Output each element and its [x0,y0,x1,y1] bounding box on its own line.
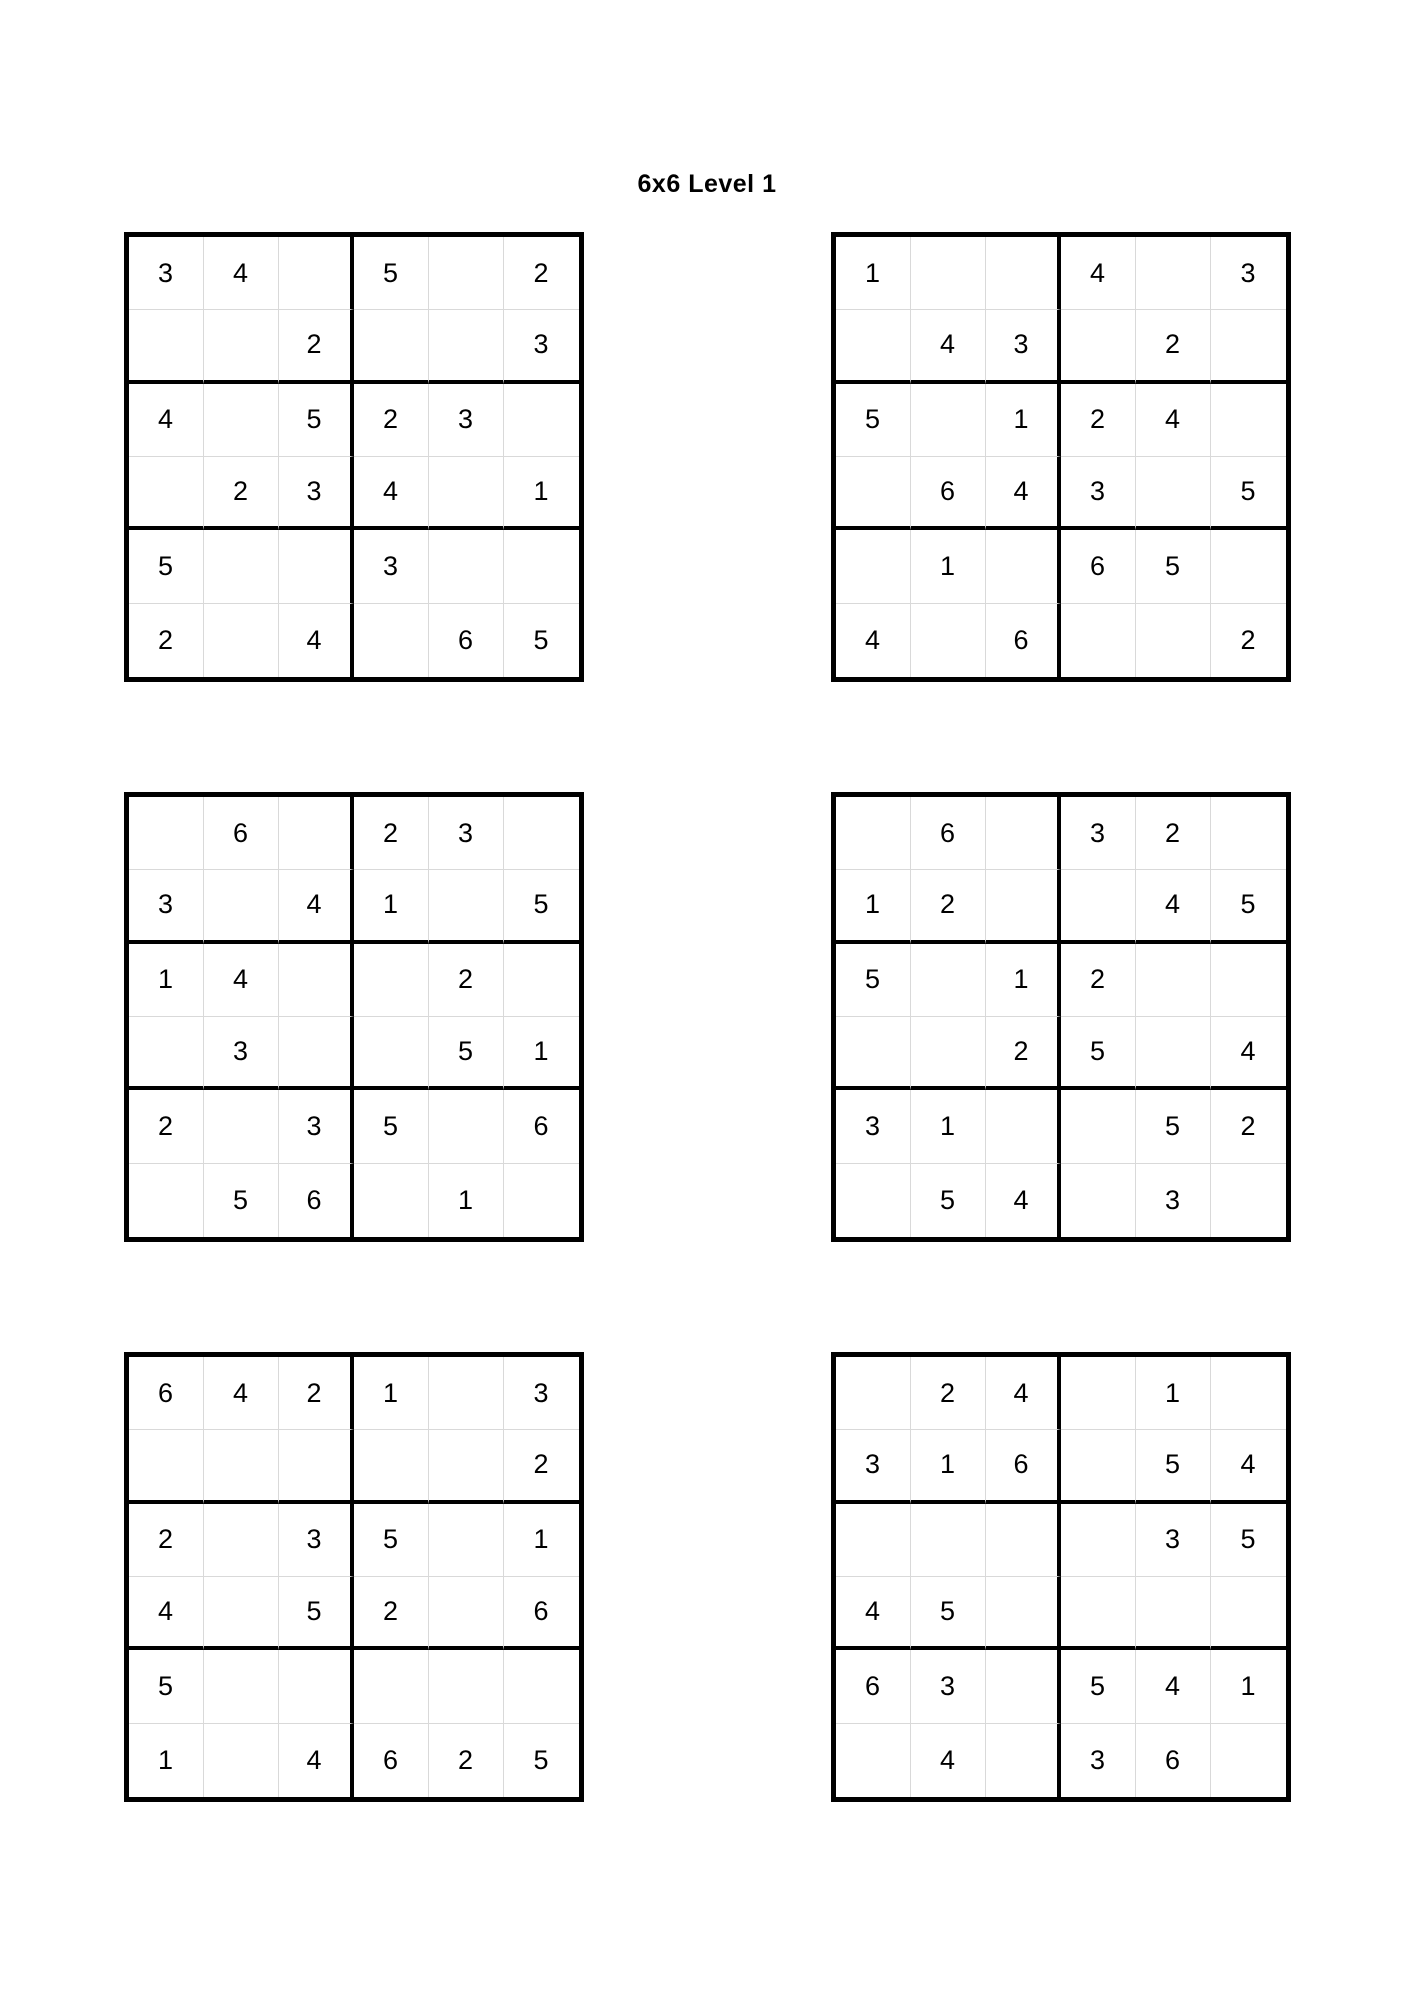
sudoku-cell[interactable]: 6 [204,797,279,870]
sudoku-cell[interactable]: 5 [129,530,204,603]
sudoku-cell[interactable] [1211,384,1286,457]
sudoku-cell[interactable]: 2 [279,310,354,383]
sudoku-cell[interactable]: 1 [129,944,204,1017]
sudoku-cell[interactable] [204,310,279,383]
sudoku-cell[interactable] [986,1577,1061,1650]
sudoku-cell[interactable] [911,237,986,310]
sudoku-cell[interactable]: 3 [279,457,354,530]
sudoku-cell[interactable]: 4 [836,604,911,677]
sudoku-cell[interactable]: 5 [1211,870,1286,943]
sudoku-cell[interactable] [204,1724,279,1797]
sudoku-cell[interactable] [204,530,279,603]
sudoku-cell[interactable]: 2 [1136,310,1211,383]
sudoku-cell[interactable] [429,1430,504,1503]
sudoku-cell[interactable]: 2 [986,1017,1061,1090]
sudoku-cell[interactable]: 5 [504,870,579,943]
sudoku-cell[interactable]: 2 [1061,384,1136,457]
sudoku-cell[interactable]: 3 [354,530,429,603]
sudoku-cell[interactable] [986,1650,1061,1723]
sudoku-cell[interactable] [429,457,504,530]
puzzle-row-3 [0,1352,1414,1802]
sudoku-cell[interactable]: 5 [836,384,911,457]
puzzle-slot-3 [0,792,707,1242]
sudoku-cell[interactable]: 5 [911,1164,986,1237]
sudoku-cell[interactable] [129,1430,204,1503]
puzzle-slot-2 [707,232,1414,682]
sudoku-cell[interactable]: 5 [533,1744,549,1775]
sudoku-cell[interactable]: 3 [836,1430,911,1503]
sudoku-cell[interactable]: 6 [504,1577,579,1650]
sudoku-cell[interactable] [429,1504,504,1577]
sudoku-cell[interactable]: 2 [354,1577,429,1650]
sudoku-cell[interactable]: 1 [504,1504,579,1577]
sudoku-cell[interactable] [986,1504,1061,1577]
sudoku-cell[interactable]: 3 [129,870,204,943]
page-title: 6x6 Level 1 [637,170,777,198]
sudoku-cell[interactable]: 4 [279,1724,354,1797]
sudoku-cell[interactable]: 1 [911,530,986,603]
puzzle-grid-area [0,232,1414,1912]
sudoku-cell[interactable]: 3 [1061,797,1136,870]
sudoku-cell[interactable]: 5 [1211,457,1286,530]
sudoku-cell[interactable]: 4 [1061,237,1136,310]
sudoku-cell[interactable] [354,1650,429,1723]
sudoku-cell[interactable] [429,1357,504,1430]
sudoku-cell[interactable]: 2 [504,237,579,310]
sudoku-cell[interactable]: 3 [204,1017,279,1090]
sudoku-cell[interactable] [1211,310,1286,383]
sudoku-cell[interactable]: 1 [1211,1650,1286,1723]
sudoku-cell[interactable] [279,797,354,870]
sudoku-cell[interactable]: 1 [429,1164,504,1237]
sudoku-cell[interactable]: 1 [986,384,1061,457]
puzzle-slot-1 [0,232,707,682]
sudoku-cell[interactable]: 6 [1061,530,1136,603]
sudoku-cell[interactable]: 1 [354,1357,429,1430]
sudoku-cell[interactable]: 3 [129,237,204,310]
sudoku-cell[interactable]: 4 [911,1724,986,1797]
sudoku-cell[interactable]: 2 [279,1357,354,1430]
sudoku-grid-4 [831,792,1291,1242]
sudoku-cell[interactable] [1211,1164,1286,1237]
sudoku-cell[interactable]: 4 [354,457,429,530]
sudoku-cell[interactable] [429,1650,504,1723]
sudoku-cell[interactable]: 6 [911,457,986,530]
sudoku-cell[interactable] [1136,604,1211,677]
sudoku-cell[interactable]: 5 [354,1504,429,1577]
sudoku-grid-5 [124,1352,584,1802]
sudoku-cell[interactable] [129,1164,204,1237]
sudoku-cell[interactable] [1211,1357,1286,1430]
sudoku-cell[interactable]: 2 [504,1430,579,1503]
sudoku-cell[interactable]: 4 [279,870,354,943]
sudoku-cell[interactable]: 2 [354,797,429,870]
sudoku-cell[interactable] [986,237,1061,310]
sudoku-cell[interactable]: 5 [279,1577,354,1650]
sudoku-cell[interactable] [429,530,504,603]
sudoku-cell[interactable] [429,870,504,943]
puzzle-slot-5 [0,1352,707,1802]
sudoku-cell[interactable]: 4 [1211,1017,1286,1090]
sudoku-cell[interactable]: 1 [836,237,911,310]
sudoku-cell[interactable]: 5 [1136,530,1211,603]
sudoku-cell[interactable] [504,944,579,1017]
sudoku-cell[interactable] [836,1724,911,1797]
sudoku-cell[interactable]: 1 [911,1090,986,1163]
sudoku-cell[interactable]: 2 [129,1504,204,1577]
sudoku-cell[interactable] [429,1577,504,1650]
sudoku-cell[interactable]: 3 [911,1650,986,1723]
sudoku-cell[interactable] [911,944,986,1017]
sudoku-cell[interactable]: 1 [836,870,911,943]
sudoku-cell[interactable] [1061,1164,1136,1237]
sudoku-cell[interactable] [204,1430,279,1503]
sudoku-cell[interactable] [354,944,429,1017]
sudoku-cell[interactable]: 6 [129,1357,204,1430]
sudoku-cell[interactable]: 5 [533,624,549,655]
sudoku-cell[interactable]: 3 [429,797,504,870]
sudoku-cell[interactable]: 1 [129,1724,204,1797]
sudoku-cell[interactable] [129,1017,204,1090]
puzzle-slot-6 [707,1352,1414,1802]
sudoku-cell[interactable]: 4 [279,604,354,677]
sudoku-grid-6 [831,1352,1291,1802]
sudoku-cell[interactable]: 2 [429,944,504,1017]
sudoku-cell[interactable] [1061,1430,1136,1503]
sudoku-cell[interactable]: 5 [1136,1090,1211,1163]
sudoku-cell[interactable] [986,797,1061,870]
sudoku-cell[interactable]: 1 [504,457,579,530]
sudoku-cell[interactable]: 4 [204,237,279,310]
sudoku-cell[interactable] [504,1164,579,1237]
sudoku-cell[interactable] [1061,870,1136,943]
sudoku-cell[interactable]: 2 [354,384,429,457]
sudoku-cell[interactable] [1136,1017,1211,1090]
sudoku-cell[interactable] [911,604,986,677]
sudoku-cell[interactable] [354,1164,429,1237]
sudoku-cell[interactable] [354,604,429,677]
puzzle-row-1 [0,232,1414,682]
sudoku-cell[interactable]: 3 [429,384,504,457]
sudoku-cell[interactable]: 5 [911,1577,986,1650]
sudoku-cell[interactable] [504,530,579,603]
sudoku-cell[interactable]: 5 [1211,1504,1286,1577]
sudoku-cell[interactable] [1211,1577,1286,1650]
sudoku-cell[interactable]: 3 [836,1090,911,1163]
sudoku-cell[interactable] [504,1650,579,1723]
sudoku-cell[interactable] [1136,237,1211,310]
sudoku-cell[interactable] [1136,1577,1211,1650]
sudoku-grid-1 [124,232,584,682]
sudoku-cell[interactable] [204,870,279,943]
sudoku-cell[interactable]: 3 [504,1357,579,1430]
sudoku-cell[interactable] [836,310,911,383]
sudoku-cell[interactable] [1211,530,1286,603]
sudoku-cell[interactable] [279,530,354,603]
sudoku-grid-2 [831,232,1291,682]
sudoku-cell[interactable] [204,604,279,677]
sudoku-cell[interactable]: 4 [1136,384,1211,457]
sudoku-cell[interactable] [836,1504,911,1577]
sudoku-cell[interactable]: 3 [1136,1164,1211,1237]
sudoku-cell[interactable]: 5 [1061,1650,1136,1723]
sudoku-cell[interactable]: 5 [354,1090,429,1163]
sudoku-cell[interactable]: 3 [1061,1724,1136,1797]
sudoku-cell[interactable] [429,1090,504,1163]
sudoku-cell[interactable] [1061,604,1136,677]
sudoku-cell[interactable]: 4 [1211,1430,1286,1503]
sudoku-cell[interactable] [354,1017,429,1090]
sudoku-cell[interactable]: 6 [504,1090,579,1163]
sudoku-cell[interactable]: 3 [279,1504,354,1577]
sudoku-cell[interactable]: 2 [1136,797,1211,870]
sudoku-cell[interactable]: 3 [504,310,579,383]
sudoku-cell[interactable] [279,237,354,310]
sudoku-cell[interactable]: 2 [1211,1090,1286,1163]
sudoku-cell[interactable]: 5 [836,944,911,1017]
sudoku-cell[interactable] [129,310,204,383]
sudoku-cell[interactable] [836,1357,911,1430]
sudoku-cell[interactable] [1061,310,1136,383]
sudoku-cell[interactable]: 4 [836,1577,911,1650]
sudoku-cell[interactable]: 5 [1136,1430,1211,1503]
sudoku-cell[interactable]: 4 [911,310,986,383]
sudoku-cell[interactable] [129,457,204,530]
puzzle-slot-4 [707,792,1414,1242]
sudoku-cell[interactable]: 4 [204,944,279,1017]
sudoku-cell[interactable]: 5 [129,1650,204,1723]
sudoku-cell[interactable] [504,797,579,870]
sudoku-cell[interactable] [429,237,504,310]
sudoku-cell[interactable]: 3 [1061,457,1136,530]
sudoku-cell[interactable] [204,384,279,457]
sudoku-cell[interactable]: 5 [429,1017,504,1090]
sudoku-cell[interactable] [354,310,429,383]
sudoku-cell[interactable] [354,1430,429,1503]
sudoku-cell[interactable] [279,1650,354,1723]
sudoku-cell[interactable]: 6 [986,604,1061,677]
sudoku-cell[interactable] [986,1090,1061,1163]
sudoku-cell[interactable]: 2 [911,870,986,943]
sudoku-cell[interactable]: 3 [279,1090,354,1163]
sudoku-cell[interactable] [129,797,204,870]
sudoku-cell[interactable] [911,1017,986,1090]
sudoku-cell[interactable] [204,1090,279,1163]
sudoku-cell[interactable]: 4 [204,1357,279,1430]
sudoku-cell[interactable] [986,1724,1061,1797]
sudoku-cell[interactable] [204,1504,279,1577]
sudoku-cell[interactable] [1061,1357,1136,1430]
sudoku-cell[interactable]: 4 [986,1357,1061,1430]
sudoku-cell[interactable] [836,1164,911,1237]
sudoku-cell[interactable]: 2 [129,604,204,677]
sudoku-cell[interactable]: 2 [1061,944,1136,1017]
sudoku-cell[interactable]: 2 [911,1357,986,1430]
sudoku-grid-3 [124,792,584,1242]
sudoku-cell[interactable] [279,1017,354,1090]
sudoku-cell[interactable] [1211,1724,1286,1797]
sudoku-cell[interactable]: 2 [1240,624,1256,655]
puzzle-row-2 [0,792,1414,1242]
sudoku-cell[interactable] [836,1017,911,1090]
sudoku-cell[interactable] [1211,944,1286,1017]
sudoku-cell[interactable]: 4 [986,1164,1061,1237]
sudoku-cell[interactable] [429,310,504,383]
sudoku-cell[interactable]: 5 [204,1164,279,1237]
sudoku-cell[interactable] [279,944,354,1017]
sudoku-cell[interactable]: 1 [911,1430,986,1503]
sudoku-cell[interactable] [504,384,579,457]
sudoku-cell[interactable]: 1 [986,944,1061,1017]
sudoku-cell[interactable] [836,457,911,530]
sudoku-cell[interactable]: 2 [204,457,279,530]
sudoku-cell[interactable] [1136,944,1211,1017]
sudoku-cell[interactable]: 3 [986,310,1061,383]
sudoku-cell[interactable] [204,1650,279,1723]
sudoku-cell[interactable] [911,1504,986,1577]
sudoku-cell[interactable] [1211,797,1286,870]
sudoku-cell[interactable] [986,870,1061,943]
sudoku-cell[interactable]: 6 [836,1650,911,1723]
sudoku-cell[interactable] [279,1430,354,1503]
sudoku-cell[interactable] [1061,1577,1136,1650]
sudoku-cell[interactable] [204,1577,279,1650]
sudoku-cell[interactable]: 1 [354,870,429,943]
sudoku-cell[interactable] [836,797,911,870]
sudoku-cell[interactable]: 5 [354,237,429,310]
sudoku-cell[interactable]: 5 [279,384,354,457]
sudoku-cell[interactable]: 2 [429,1724,504,1797]
sudoku-cell[interactable]: 6 [986,1430,1061,1503]
sudoku-cell[interactable]: 5 [1061,1017,1136,1090]
sudoku-cell[interactable] [1061,1504,1136,1577]
sudoku-cell[interactable]: 6 [911,797,986,870]
sudoku-cell[interactable]: 6 [279,1164,354,1237]
sudoku-cell[interactable]: 4 [1136,1650,1211,1723]
sudoku-cell[interactable]: 6 [1136,1724,1211,1797]
sudoku-cell[interactable] [1061,1090,1136,1163]
sudoku-cell[interactable] [836,530,911,603]
sudoku-cell[interactable] [1136,457,1211,530]
sudoku-cell[interactable]: 4 [1136,870,1211,943]
sudoku-cell[interactable]: 3 [1136,1504,1211,1577]
sudoku-cell[interactable] [986,530,1061,603]
sudoku-cell[interactable]: 3 [1211,237,1286,310]
sudoku-cell[interactable]: 6 [354,1724,429,1797]
sudoku-cell[interactable]: 2 [129,1090,204,1163]
sudoku-cell[interactable]: 4 [129,384,204,457]
sudoku-cell[interactable]: 4 [129,1577,204,1650]
sudoku-cell[interactable]: 4 [986,457,1061,530]
sudoku-cell[interactable]: 1 [504,1017,579,1090]
sudoku-cell[interactable] [911,384,986,457]
sudoku-cell[interactable]: 1 [1136,1357,1211,1430]
sudoku-cell[interactable]: 6 [429,604,504,677]
